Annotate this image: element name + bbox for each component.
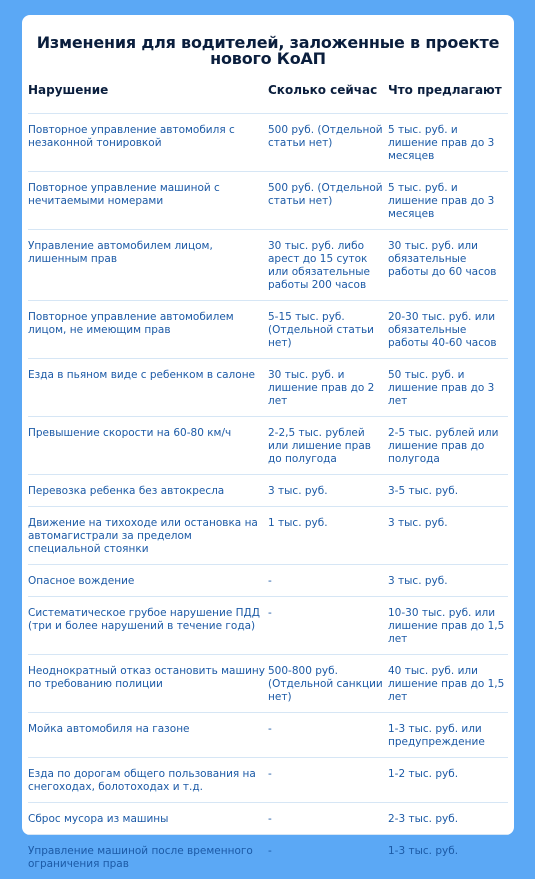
proposed-penalty-cell: 20-30 тыс. руб. или обязательные работы 40-60 часов bbox=[388, 301, 508, 359]
violation-cell: Мойка автомобиля на газоне bbox=[28, 713, 268, 758]
proposed-penalty-cell: 2-3 тыс. руб. bbox=[388, 803, 508, 835]
current-penalty-cell: - bbox=[268, 758, 388, 803]
current-penalty-cell: 5-15 тыс. руб. (Отдельной статьи нет) bbox=[268, 301, 388, 359]
current-penalty-cell: 30 тыс. руб. и лишение прав до 2 лет bbox=[268, 359, 388, 417]
table-row bbox=[28, 655, 508, 713]
proposed-penalty-cell: 10-30 тыс. руб. или лишение прав до 1,5 лет bbox=[388, 597, 508, 655]
table-row bbox=[28, 713, 508, 758]
violation-cell: Повторное управление автомобиля с незаконной тонировкой bbox=[28, 114, 268, 172]
violations-table bbox=[28, 82, 508, 879]
violation-cell: Систематическое грубое нарушение ПДД (три и более нарушений в течение года) bbox=[28, 597, 268, 655]
table-row bbox=[28, 114, 508, 172]
column-header-proposed: Что предлагают bbox=[388, 82, 508, 114]
table-row bbox=[28, 475, 508, 507]
current-penalty-cell: 500-800 руб. (Отдельной санкции нет) bbox=[268, 655, 388, 713]
table-row bbox=[28, 301, 508, 359]
infographic-card bbox=[22, 15, 514, 835]
proposed-penalty-cell: 1-2 тыс. руб. bbox=[388, 758, 508, 803]
violation-cell: Управление машиной после временного ограничения прав bbox=[28, 835, 268, 879]
current-penalty-cell: - bbox=[268, 803, 388, 835]
table-row bbox=[28, 803, 508, 835]
current-penalty-cell: 500 руб. (Отдельной статьи нет) bbox=[268, 114, 388, 172]
table-header-row bbox=[28, 82, 508, 114]
proposed-penalty-cell: 40 тыс. руб. или лишение прав до 1,5 лет bbox=[388, 655, 508, 713]
current-penalty-cell: - bbox=[268, 835, 388, 879]
violation-cell: Неоднократный отказ остановить машину по требованию полиции bbox=[28, 655, 268, 713]
violation-cell: Опасное вождение bbox=[28, 565, 268, 597]
proposed-penalty-cell: 3-5 тыс. руб. bbox=[388, 475, 508, 507]
violation-cell: Движение на тихоходе или остановка на автомагистрали за пределом специальной стоянки bbox=[28, 507, 268, 565]
current-penalty-cell: 500 руб. (Отдельной статьи нет) bbox=[268, 172, 388, 230]
violation-cell: Перевозка ребенка без автокресла bbox=[28, 475, 268, 507]
table-row bbox=[28, 565, 508, 597]
table-row bbox=[28, 417, 508, 475]
table-row bbox=[28, 172, 508, 230]
current-penalty-cell: - bbox=[268, 713, 388, 758]
table-row bbox=[28, 359, 508, 417]
proposed-penalty-cell: 5 тыс. руб. и лишение прав до 3 месяцев bbox=[388, 172, 508, 230]
current-penalty-cell: 2-2,5 тыс. рублей или лишение прав до полугода bbox=[268, 417, 388, 475]
current-penalty-cell: 1 тыс. руб. bbox=[268, 507, 388, 565]
proposed-penalty-cell: 1-3 тыс. руб. или предупреждение bbox=[388, 713, 508, 758]
column-header-violation: Нарушение bbox=[28, 82, 268, 114]
page-title: Изменения для водителей, заложенные в проекте нового КоАП bbox=[28, 15, 508, 67]
proposed-penalty-cell: 5 тыс. руб. и лишение прав до 3 месяцев bbox=[388, 114, 508, 172]
proposed-penalty-cell: 2-5 тыс. рублей или лишение прав до полугода bbox=[388, 417, 508, 475]
current-penalty-cell: - bbox=[268, 597, 388, 655]
violation-cell: Повторное управление машиной с нечитаемыми номерами bbox=[28, 172, 268, 230]
proposed-penalty-cell: 3 тыс. руб. bbox=[388, 507, 508, 565]
proposed-penalty-cell: 1-3 тыс. руб. bbox=[388, 835, 508, 879]
current-penalty-cell: 3 тыс. руб. bbox=[268, 475, 388, 507]
proposed-penalty-cell: 50 тыс. руб. и лишение прав до 3 лет bbox=[388, 359, 508, 417]
current-penalty-cell: - bbox=[268, 565, 388, 597]
table-row bbox=[28, 507, 508, 565]
current-penalty-cell: 30 тыс. руб. либо арест до 15 суток или обязательные работы 200 часов bbox=[268, 230, 388, 301]
violation-cell: Повторное управление автомобилем лицом, не имеющим прав bbox=[28, 301, 268, 359]
violation-cell: Управление автомобилем лицом, лишенным прав bbox=[28, 230, 268, 301]
table-row bbox=[28, 597, 508, 655]
proposed-penalty-cell: 3 тыс. руб. bbox=[388, 565, 508, 597]
table-row bbox=[28, 835, 508, 879]
violation-cell: Превышение скорости на 60-80 км/ч bbox=[28, 417, 268, 475]
table-row bbox=[28, 230, 508, 301]
proposed-penalty-cell: 30 тыс. руб. или обязательные работы до 60 часов bbox=[388, 230, 508, 301]
violation-cell: Езда по дорогам общего пользования на снегоходах, болотоходах и т.д. bbox=[28, 758, 268, 803]
violation-cell: Езда в пьяном виде с ребенком в салоне bbox=[28, 359, 268, 417]
table-row bbox=[28, 758, 508, 803]
column-header-current: Сколько сейчас bbox=[268, 82, 388, 114]
violation-cell: Сброс мусора из машины bbox=[28, 803, 268, 835]
